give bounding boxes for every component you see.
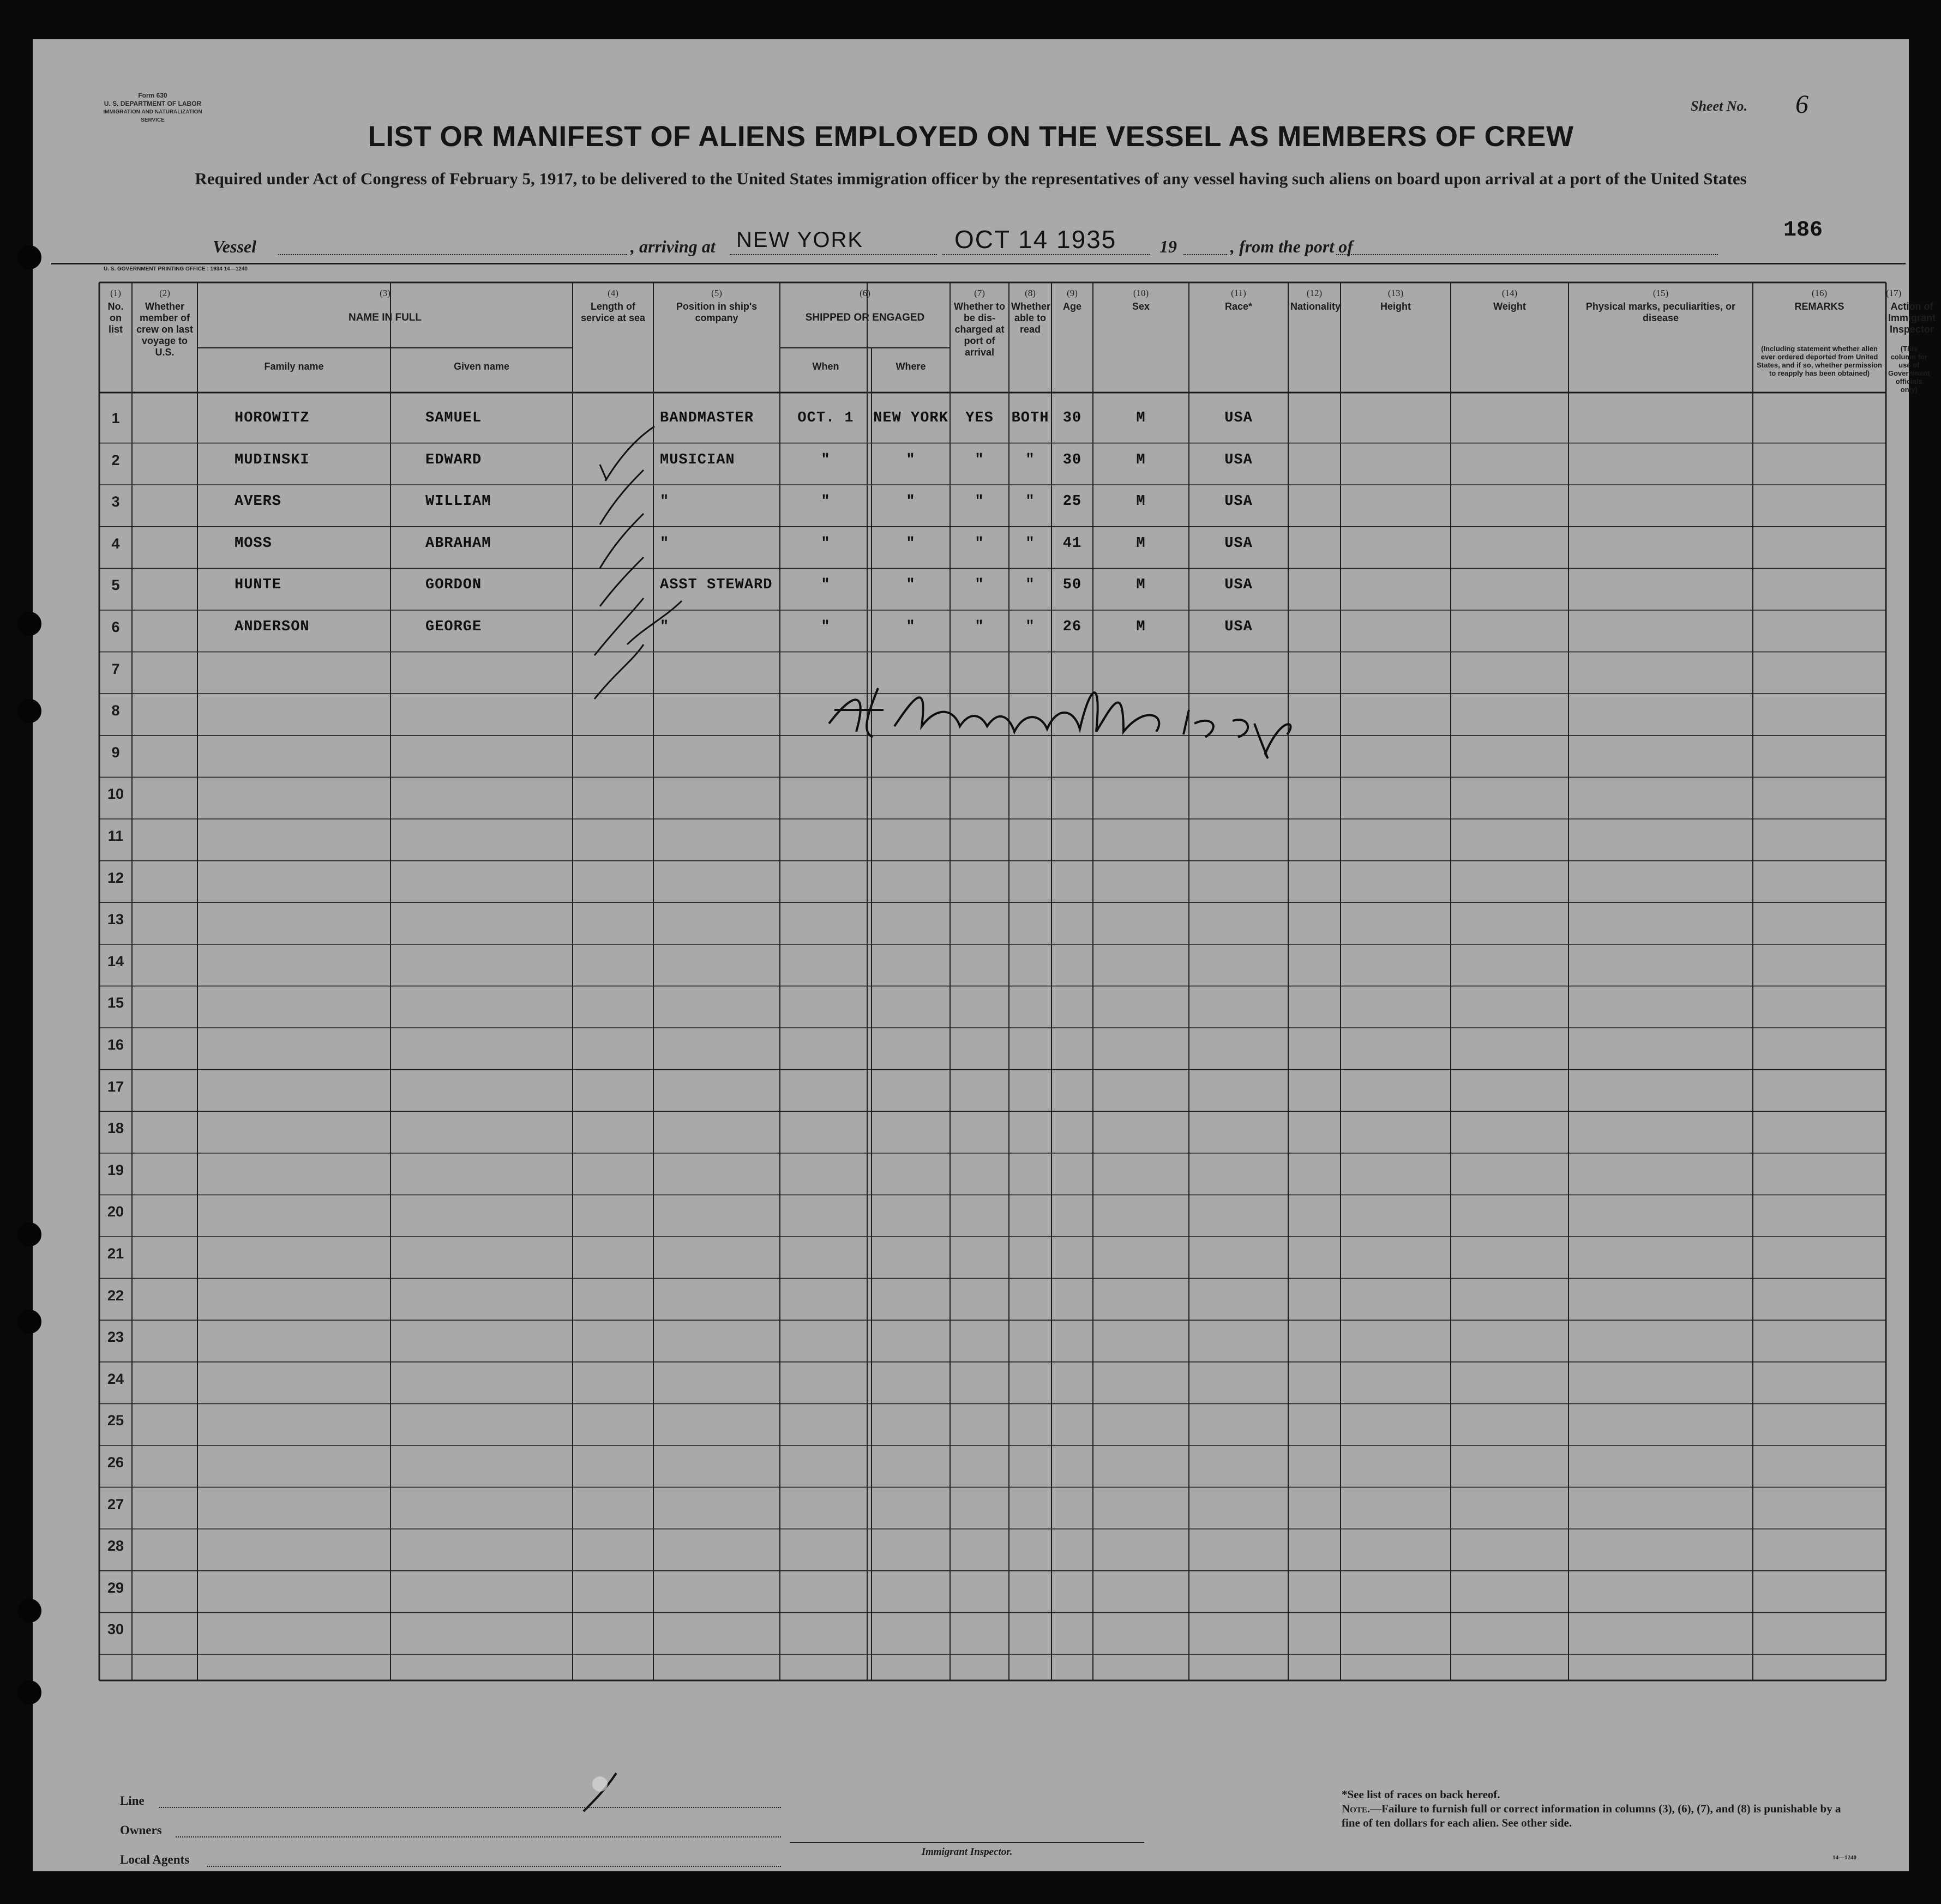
column-header: Nationality — [1290, 301, 1341, 312]
cell-where: " — [906, 493, 916, 510]
cell-given: GEORGE — [425, 619, 482, 635]
column-header: Length of service at sea — [580, 301, 646, 323]
row-number: 10 — [107, 786, 124, 803]
cell-age: 26 — [1062, 619, 1082, 635]
column-header: Age — [1062, 301, 1081, 312]
punch-hole — [17, 1599, 41, 1623]
cell-discharged: " — [975, 619, 984, 635]
immigrant-inspector-label: Immigrant Inspector. — [921, 1846, 1013, 1858]
cell-read: " — [1025, 619, 1035, 635]
vessel-label: Vessel — [213, 237, 256, 256]
row-number: 25 — [107, 1412, 124, 1429]
printing-office-line: U. S. GOVERNMENT PRINTING OFFICE : 1934 14—1240 — [104, 266, 248, 272]
row-number: 27 — [107, 1496, 124, 1513]
cell-where: NEW YORK — [873, 410, 948, 426]
cell-read: " — [1025, 577, 1035, 594]
form-code: 14—1240 — [1832, 1854, 1856, 1861]
column-header: Whether member of crew on last voyage to U.S. — [136, 301, 194, 358]
penalty-note-lead: Note. — [1342, 1802, 1371, 1815]
cell-when: " — [821, 577, 831, 594]
service-check-marks — [545, 410, 687, 715]
inspector-signature — [818, 672, 1325, 764]
cell-nationality: USA — [1224, 493, 1253, 510]
row-number: 24 — [107, 1370, 124, 1387]
penalty-note — [1342, 1801, 1854, 1830]
column-number: (8) — [1025, 288, 1036, 298]
row-number: 4 — [111, 535, 120, 552]
local-agents-label: Local Agents — [120, 1853, 190, 1866]
cell-given: SAMUEL — [425, 410, 482, 426]
cell-age: 50 — [1062, 577, 1082, 594]
column-header: Sex — [1132, 301, 1150, 312]
local-agents-field — [207, 1865, 781, 1867]
column-header: Whether to be dis-charged at port of arrival — [954, 301, 1005, 358]
cell-nationality: USA — [1224, 535, 1253, 552]
row-number: 15 — [107, 995, 124, 1011]
cell-nationality: USA — [1224, 410, 1253, 426]
row-number: 29 — [107, 1579, 124, 1596]
column-subheader: When — [812, 361, 839, 372]
sheet-number-label: Sheet No. — [1691, 98, 1747, 114]
page-number: 186 — [1783, 218, 1823, 243]
cell-position: " — [660, 493, 670, 510]
cell-discharged: YES — [965, 410, 994, 426]
owners-label: Owners — [120, 1823, 162, 1837]
punch-hole — [17, 699, 41, 723]
column-number: (9) — [1067, 288, 1078, 298]
cell-where: " — [906, 577, 916, 594]
cell-discharged: " — [975, 493, 984, 510]
sheet-number-value: 6 — [1795, 90, 1808, 119]
punch-hole — [17, 1680, 41, 1704]
cell-given: WILLIAM — [425, 493, 491, 510]
row-number: 23 — [107, 1329, 124, 1346]
column-header: Physical marks, peculiarities, or disease — [1585, 301, 1736, 323]
cell-family: ANDERSON — [235, 619, 310, 635]
cell-read: " — [1025, 493, 1035, 510]
cell-age: 30 — [1062, 451, 1082, 468]
cell-family: AVERS — [235, 493, 282, 510]
cell-given: GORDON — [425, 577, 482, 594]
cell-position: BANDMASTER — [660, 410, 754, 426]
footnote-block — [1342, 1787, 1854, 1830]
arriving-label: , arriving at — [630, 237, 716, 256]
row-number: 7 — [111, 660, 120, 677]
department-name: U. S. DEPARTMENT OF LABOR — [104, 100, 202, 107]
date-stamp: OCT 14 1935 — [954, 225, 1117, 254]
cell-discharged: " — [975, 451, 984, 468]
form-number: Form 630 — [138, 92, 167, 99]
column-header: Position in ship's company — [676, 301, 758, 323]
column-number: (7) — [974, 288, 985, 298]
service-name: IMMIGRATION AND NATURALIZATION SERVICE — [103, 109, 202, 123]
row-number: 1 — [111, 410, 120, 426]
cell-family: HUNTE — [235, 577, 282, 594]
column-header: NAME IN FULL — [348, 312, 422, 323]
column-number: (15) — [1652, 288, 1669, 298]
column-number: (14) — [1501, 288, 1518, 298]
line-label: Line — [120, 1794, 145, 1807]
punch-hole — [17, 245, 41, 269]
row-number: 13 — [107, 911, 124, 928]
row-number: 3 — [111, 493, 120, 510]
row-number: 18 — [107, 1120, 124, 1137]
line-field — [159, 1806, 781, 1808]
cell-read: " — [1025, 451, 1035, 468]
from-port-label: , from the port of — [1230, 237, 1353, 256]
row-number: 12 — [107, 869, 124, 886]
row-number: 14 — [107, 953, 124, 969]
cell-sex: M — [1136, 535, 1146, 552]
column-number: (1) — [110, 288, 121, 298]
row-number: 6 — [111, 619, 120, 635]
row-number: 11 — [107, 828, 124, 844]
row-number: 21 — [107, 1245, 124, 1262]
cell-sex: M — [1136, 493, 1146, 510]
cell-where: " — [906, 535, 916, 552]
cell-family: HOROWITZ — [235, 410, 310, 426]
row-number: 9 — [111, 744, 120, 761]
column-header: Height — [1380, 301, 1411, 312]
column-header: No. on list — [107, 301, 124, 335]
cell-when: " — [821, 451, 831, 468]
cell-when: " — [821, 535, 831, 552]
cell-family: MOSS — [235, 535, 272, 552]
cell-age: 41 — [1062, 535, 1082, 552]
cell-position: " — [660, 535, 670, 552]
cell-discharged: " — [975, 535, 984, 552]
cell-where: " — [906, 451, 916, 468]
page-title: LIST OR MANIFEST OF ALIENS EMPLOYED ON THE VESSEL AS MEMBERS OF CREW — [368, 120, 1574, 153]
column-header-note: (Including statement whether alien ever ordered deported from United States, and if so, whether permission to reapply has been obtained) — [1757, 345, 1882, 377]
cell-age: 25 — [1062, 493, 1082, 510]
cell-when: OCT. 1 — [797, 410, 854, 426]
cell-where: " — [906, 619, 916, 635]
punch-hole — [17, 1222, 41, 1246]
cell-position: " — [660, 619, 670, 635]
column-number: (6) — [860, 288, 870, 298]
column-header: Weight — [1493, 301, 1526, 312]
column-subheader: Given name — [453, 361, 510, 372]
cell-sex: M — [1136, 410, 1146, 426]
row-number: 19 — [107, 1161, 124, 1178]
page-subtitle: Required under Act of Congress of February 5, 1917, to be delivered to the United States immigration officer by the representatives of any vessel having such aliens on board upon arrival at a port of the United States — [195, 169, 1747, 188]
cell-sex: M — [1136, 451, 1146, 468]
year-label: 19 — [1159, 237, 1177, 256]
cell-family: MUDINSKI — [235, 451, 310, 468]
row-number: 17 — [107, 1078, 124, 1095]
column-header: Action of Immigrant Inspector — [1888, 301, 1936, 335]
cell-discharged: " — [975, 577, 984, 594]
cell-given: ABRAHAM — [425, 535, 491, 552]
row-number: 20 — [107, 1203, 124, 1220]
row-number: 2 — [111, 451, 120, 468]
column-number: (13) — [1387, 288, 1404, 298]
penalty-note-text: —Failure to furnish full or correct information in columns (3), (6), (7), and (8) is punishable by a fine of ten dollars for each alien. See other side. — [1342, 1802, 1841, 1829]
row-number: 26 — [107, 1454, 124, 1471]
column-number: (11) — [1231, 288, 1246, 298]
row-number: 5 — [111, 577, 120, 594]
arriving-value: NEW YORK — [736, 228, 864, 252]
column-number: (12) — [1306, 288, 1323, 298]
races-note: *See list of races on back hereof. — [1342, 1788, 1500, 1801]
cell-nationality: USA — [1224, 619, 1253, 635]
punch-hole — [17, 612, 41, 636]
cell-age: 30 — [1062, 410, 1082, 426]
column-number: (2) — [159, 288, 170, 298]
cell-position: ASST STEWARD — [660, 577, 773, 594]
column-header: Race* — [1224, 301, 1253, 312]
column-subheader: Where — [896, 361, 926, 372]
row-number: 16 — [107, 1037, 124, 1053]
column-number: (5) — [711, 288, 722, 298]
column-number: (3) — [380, 288, 390, 298]
bottom-check-mark — [578, 1762, 644, 1822]
row-number: 8 — [111, 702, 120, 719]
cell-sex: M — [1136, 619, 1146, 635]
column-header-note: (This column for use of Government officials only) — [1888, 345, 1930, 394]
cell-read: BOTH — [1011, 410, 1049, 426]
cell-given: EDWARD — [425, 451, 482, 468]
cell-position: MUSICIAN — [660, 451, 735, 468]
row-number: 22 — [107, 1287, 124, 1304]
cell-when: " — [821, 493, 831, 510]
cell-nationality: USA — [1224, 451, 1253, 468]
row-number: 28 — [107, 1538, 124, 1554]
column-number: (4) — [608, 288, 618, 298]
owners-field — [176, 1835, 781, 1837]
cell-read: " — [1025, 535, 1035, 552]
column-number: (10) — [1133, 288, 1149, 298]
column-header: Whether able to read — [1011, 301, 1050, 335]
column-number: (16) — [1811, 288, 1828, 298]
cell-nationality: USA — [1224, 577, 1253, 594]
column-header: REMARKS — [1794, 301, 1844, 312]
cell-sex: M — [1136, 577, 1146, 594]
column-header: SHIPPED OR ENGAGED — [805, 312, 925, 323]
punch-hole — [17, 1310, 41, 1334]
manifest-sheet: Form 630 U. S. DEPARTMENT OF LABOR IMMIGRATION AND NATURALIZATION SERVICE Sheet No. 6 LIST OR MANIFEST OF ALIENS EMPLOYED ON THE VESSEL AS MEMBERS OF CREW Required under Act of Congress of February 5, 1917, to be delivered to the United States immigration officer by the representatives of any vessel having such aliens on board upon arrival at a port of the United States 186 Vessel , arriving at NEW YORK OCT 14 1935 19 , from the port of U. S. GOVERNMENT PRINTING OFFICE : 1934 14—1240 (1) No. on list (2) Whether member of crew on last voyage to U.S. (3) NAME IN FULL Family name Given name (4) Length of service at sea (5) Position in ship's company (6) SHIPPED OR ENGAGED When Where (7) Whether to be dis-charged at port of arrival (8) Whether able to read (9) Age (10) Sex (11) Race* (12) Nationality (13) Height (14) Weight (15) Physical marks, peculiarities, or disease (16) REMARKS (Including statement whether alien ever ordered deported from United States, and if so, whether permission to reapply has been obtained) (17) Action of Immigrant Inspector (This column for use of Government officials only) 1 2 3 4 5 6 7 8 9 10 11 12 13 14 15 16 17 18 19 20 21 22 23 24 25 26 27 28 29 30 HOROWITZ SAMUEL BANDMASTER OCT. 1 NEW YORK YES BOTH 30 M USA MUDINSKI EDWARD MUSICIAN " " " " 30 M USA AVERS WILLIAM " " " " " 25 M USA MOSS ABRAHAM " " " " " 41 M USA HUNTE GORDON ASST STEWARD " " " " 50 M USA ANDERSON GEORGE " " " " " 26 M USA Line Owners Local Agents Immigrant Inspector. *See list of races on back hereof. Note.—Failure to furnish full or correct information in columns (3), (6), (7), and (8) is punishable by a fine of ten dollars for each alien. See other side. 14—1240 — [33, 39, 1909, 1871]
cell-when: " — [821, 619, 831, 635]
inspector-signature-line — [790, 1842, 1144, 1843]
column-subheader: Family name — [264, 361, 324, 372]
row-number: 30 — [107, 1621, 124, 1638]
